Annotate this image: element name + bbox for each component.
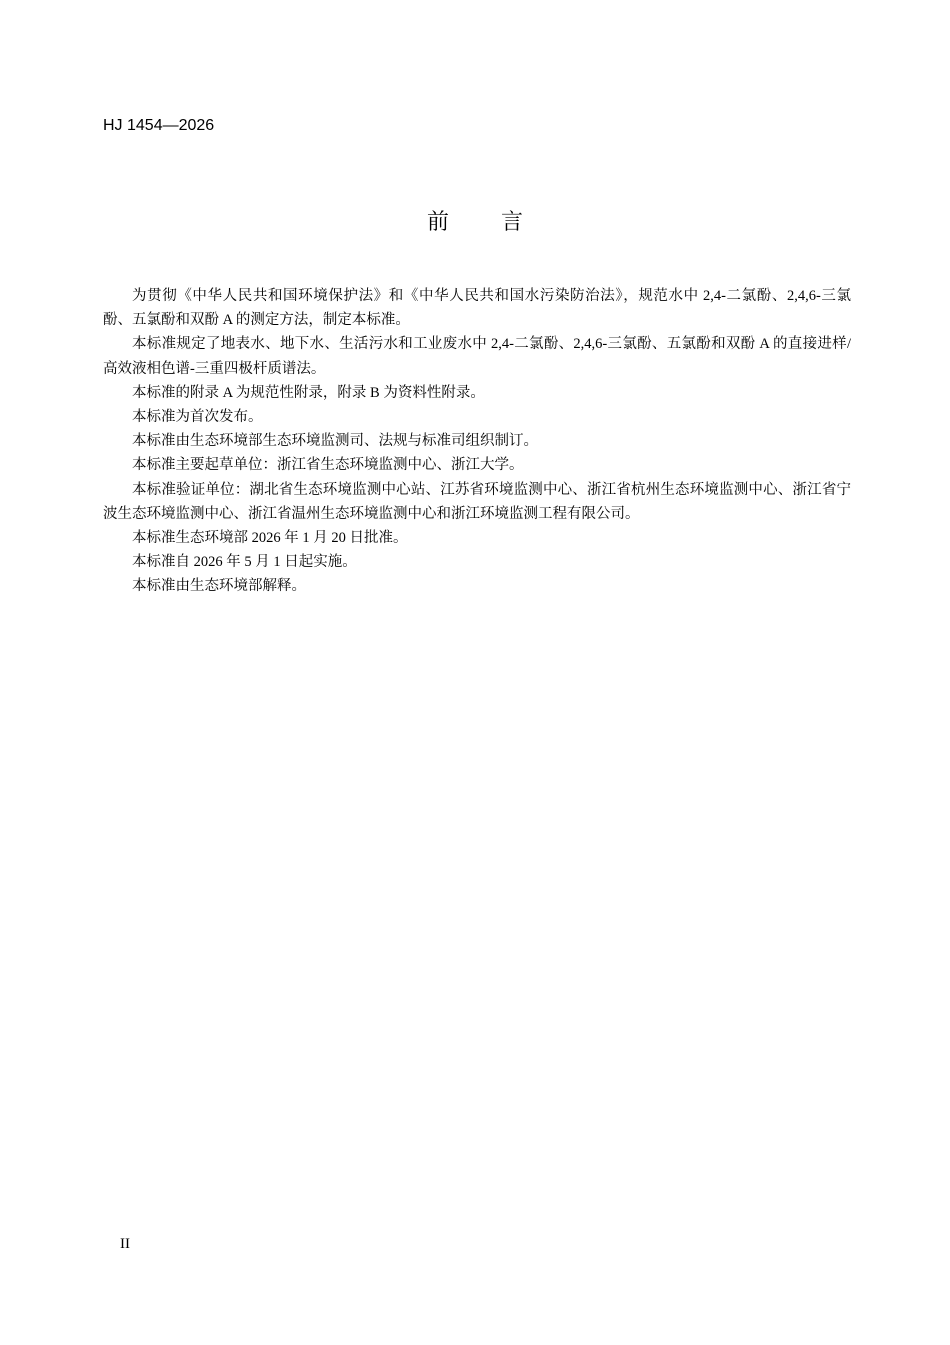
paragraph-purpose: 为贯彻《中华人民共和国环境保护法》和《中华人民共和国水污染防治法》，规范水中 2,4-二氯酚、2,4,6-三氯酚、五氯酚和双酚 A 的测定方法，制定本标准。	[103, 288, 851, 329]
title-char-1: 前	[426, 210, 449, 235]
paragraph-interpretation: 本标准由生态环境部解释。	[132, 578, 306, 595]
paragraph-appendix: 本标准的附录 A 为规范性附录，附录 B 为资料性附录。	[132, 384, 485, 401]
page-title	[0, 208, 950, 238]
standard-code: HJ 1454—2026	[103, 117, 215, 134]
paragraph-scope: 本标准规定了地表水、地下水、生活污水和工业废水中 2,4-二氯酚、2,4,6-三氯酚、五氯酚和双酚 A 的直接进样/高效液相色谱-三重四极杆质谱法。	[103, 336, 851, 377]
foreword-body	[103, 284, 851, 599]
paragraph-organizer: 本标准由生态环境部生态环境监测司、法规与标准司组织制订。	[132, 433, 538, 450]
paragraph-first-release: 本标准为首次发布。	[132, 409, 263, 426]
paragraph-approval: 本标准生态环境部 2026 年 1 月 20 日批准。	[132, 530, 408, 547]
title-char-2: 言	[501, 210, 524, 235]
paragraph-effective-date: 本标准自 2026 年 5 月 1 日起实施。	[132, 554, 357, 571]
page-number: II	[120, 1236, 130, 1252]
paragraph-drafting-units: 本标准主要起草单位：浙江省生态环境监测中心、浙江大学。	[132, 457, 524, 474]
paragraph-verification-units: 本标准验证单位：湖北省生态环境监测中心站、江苏省环境监测中心、浙江省杭州生态环境监测中心、浙江省宁波生态环境监测中心、浙江省温州生态环境监测中心和浙江环境监测工程有限公司。	[103, 481, 851, 522]
